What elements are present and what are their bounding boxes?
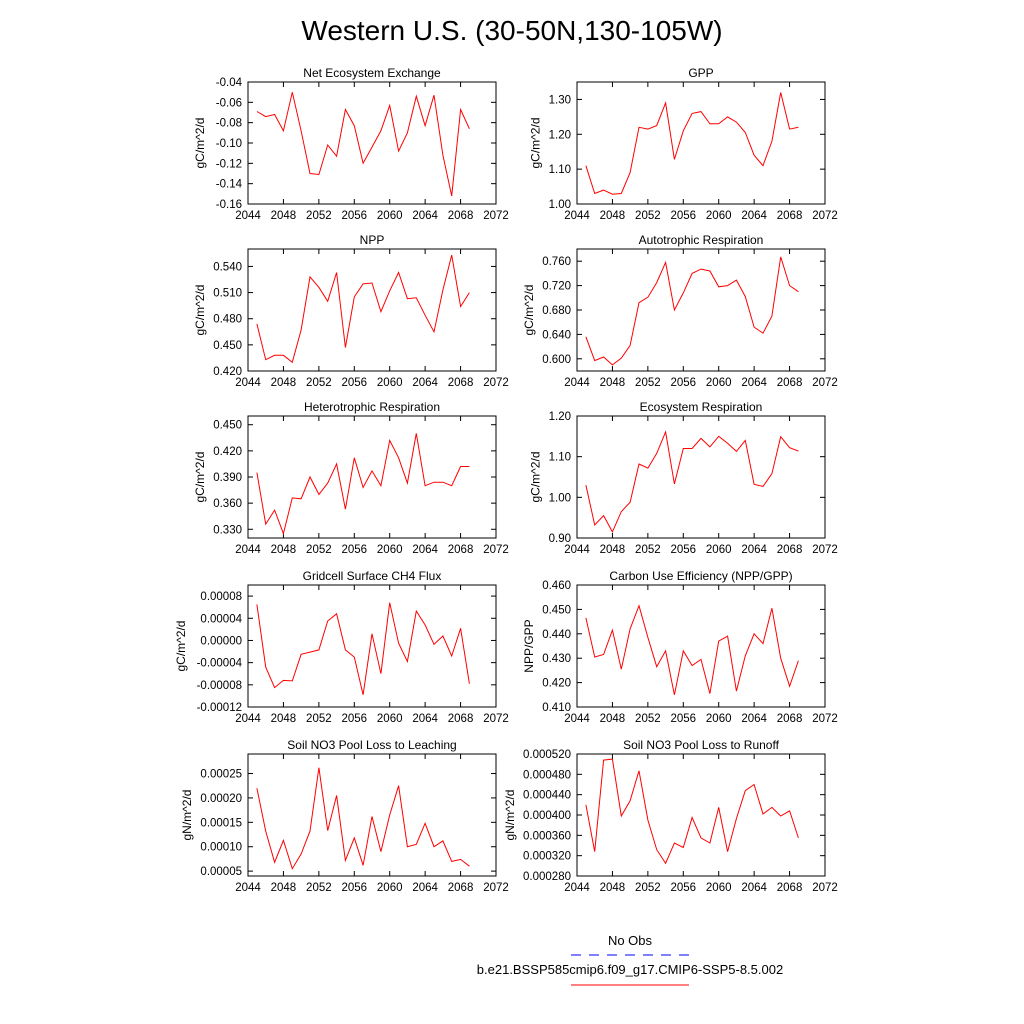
y-tick-label: 0.000440 bbox=[523, 789, 571, 802]
y-axis-label: gC/m^2/d bbox=[173, 620, 188, 672]
x-tick-label: 2064 bbox=[412, 377, 438, 389]
x-tick-label: 2072 bbox=[483, 882, 509, 894]
x-tick-label: 2056 bbox=[670, 882, 697, 894]
x-tick-label: 2072 bbox=[812, 377, 838, 389]
x-tick-label: 2052 bbox=[635, 210, 661, 222]
x-tick-label: 2048 bbox=[270, 882, 297, 894]
y-tick-label: 0.480 bbox=[213, 313, 242, 326]
legend-label-obs: No Obs bbox=[607, 933, 653, 948]
x-tick-label: 2044 bbox=[564, 210, 590, 222]
y-axis-label: NPP/GPP bbox=[522, 619, 536, 673]
x-tick-label: 2068 bbox=[776, 544, 803, 556]
plot-frame bbox=[577, 585, 825, 707]
x-tick-label: 2048 bbox=[599, 882, 626, 894]
x-tick-label: 2060 bbox=[376, 713, 403, 725]
y-tick-label: 1.30 bbox=[548, 94, 571, 107]
x-tick-label: 2064 bbox=[741, 377, 767, 389]
y-tick-label: -0.14 bbox=[215, 178, 242, 191]
series-line bbox=[586, 759, 799, 863]
figure-title: Western U.S. (30-50N,130-105W) bbox=[301, 15, 723, 46]
y-axis-label: gC/m^2/d bbox=[528, 451, 543, 503]
x-tick-label: 2044 bbox=[235, 713, 261, 725]
y-tick-label: 0.440 bbox=[542, 628, 571, 641]
y-axis-label: gC/m^2/d bbox=[193, 284, 207, 336]
x-tick-label: 2072 bbox=[812, 882, 838, 894]
x-tick-label: 2044 bbox=[564, 713, 590, 725]
x-tick-label: 2052 bbox=[635, 377, 661, 389]
y-axis-label: gC/m^2/d bbox=[528, 117, 543, 169]
x-tick-label: 2052 bbox=[306, 210, 332, 222]
series-line bbox=[586, 93, 799, 195]
x-tick-label: 2072 bbox=[812, 713, 838, 725]
y-tick-label: 1.20 bbox=[548, 129, 571, 142]
y-tick-label: 0.460 bbox=[542, 580, 571, 592]
y-tick-label: 1.10 bbox=[548, 164, 571, 177]
y-tick-label: -0.00008 bbox=[196, 679, 242, 692]
x-tick-label: 2052 bbox=[635, 544, 661, 556]
plot-frame bbox=[577, 249, 825, 371]
chart-title: Carbon Use Efficiency (NPP/GPP) bbox=[609, 569, 793, 583]
x-tick-label: 2052 bbox=[306, 713, 332, 725]
x-tick-label: 2068 bbox=[447, 713, 474, 725]
y-tick-label: 0.600 bbox=[542, 353, 571, 366]
y-tick-label: 0.450 bbox=[213, 339, 242, 352]
y-tick-label: 0.00008 bbox=[200, 591, 242, 604]
y-tick-label: 0.540 bbox=[213, 261, 242, 274]
series-line bbox=[586, 606, 799, 695]
x-tick-label: 2044 bbox=[235, 377, 261, 389]
x-tick-label: 2060 bbox=[705, 544, 732, 556]
chart-panel bbox=[174, 569, 509, 725]
x-tick-label: 2044 bbox=[564, 377, 590, 389]
y-tick-label: -0.00004 bbox=[196, 657, 242, 670]
chart-title: Soil NO3 Pool Loss to Leaching bbox=[287, 738, 457, 752]
x-tick-label: 2068 bbox=[776, 210, 803, 222]
x-tick-label: 2056 bbox=[670, 210, 697, 222]
x-tick-label: 2064 bbox=[412, 544, 438, 556]
y-tick-label: 0.390 bbox=[213, 472, 242, 484]
series-line bbox=[586, 257, 799, 365]
plot-frame bbox=[248, 416, 496, 538]
x-tick-label: 2072 bbox=[812, 210, 838, 222]
chart-panel bbox=[503, 738, 838, 894]
x-tick-label: 2060 bbox=[376, 882, 403, 894]
y-tick-label: -0.10 bbox=[215, 138, 242, 150]
chart-panel bbox=[193, 66, 509, 222]
x-tick-label: 2064 bbox=[741, 882, 767, 894]
y-tick-label: 0.720 bbox=[542, 280, 571, 293]
x-tick-label: 2052 bbox=[306, 544, 332, 556]
x-tick-label: 2044 bbox=[564, 882, 590, 894]
x-tick-label: 2048 bbox=[270, 713, 297, 725]
panels bbox=[174, 66, 838, 894]
x-tick-label: 2072 bbox=[812, 544, 838, 556]
x-tick-label: 2064 bbox=[412, 882, 438, 894]
x-tick-label: 2064 bbox=[741, 210, 767, 222]
x-tick-label: 2068 bbox=[447, 210, 474, 222]
y-tick-label: 0.420 bbox=[542, 677, 571, 690]
legend-label-model: b.e21.BSSP585cmip6.f09_g17.CMIP6-SSP5-8.5.002 bbox=[476, 962, 784, 977]
x-tick-label: 2048 bbox=[270, 210, 297, 222]
y-tick-label: 0.000360 bbox=[523, 830, 571, 843]
x-tick-label: 2064 bbox=[741, 713, 767, 725]
y-tick-label: 0.00015 bbox=[200, 817, 242, 830]
y-axis-label: gC/m^2/d bbox=[193, 117, 207, 169]
series-line bbox=[257, 92, 470, 196]
x-tick-label: 2060 bbox=[705, 713, 732, 725]
x-tick-label: 2068 bbox=[447, 882, 474, 894]
y-tick-label: 0.640 bbox=[542, 329, 571, 342]
x-tick-label: 2064 bbox=[741, 544, 767, 556]
x-tick-label: 2044 bbox=[564, 544, 590, 556]
y-tick-label: -0.12 bbox=[215, 158, 242, 171]
x-tick-label: 2060 bbox=[705, 210, 732, 222]
y-tick-label: 0.420 bbox=[213, 445, 242, 458]
x-tick-label: 2048 bbox=[270, 377, 297, 389]
plot-frame bbox=[248, 82, 496, 204]
chart-panel bbox=[193, 400, 509, 556]
series-line bbox=[257, 255, 470, 362]
x-tick-label: 2048 bbox=[599, 210, 626, 222]
x-tick-label: 2068 bbox=[776, 713, 803, 725]
y-tick-label: 1.00 bbox=[548, 492, 571, 505]
y-tick-label: 0.00025 bbox=[200, 768, 242, 781]
x-tick-label: 2056 bbox=[341, 713, 368, 725]
x-tick-label: 2052 bbox=[306, 377, 332, 389]
x-tick-label: 2056 bbox=[341, 882, 368, 894]
chart-panel bbox=[193, 233, 509, 389]
y-axis-label: gC/m^2/d bbox=[522, 284, 536, 336]
x-tick-label: 2056 bbox=[670, 544, 697, 556]
plot-frame bbox=[577, 416, 825, 538]
x-tick-label: 2044 bbox=[235, 544, 261, 556]
series-line bbox=[586, 432, 799, 532]
series-line bbox=[257, 433, 470, 533]
plot-frame bbox=[248, 249, 496, 371]
y-tick-label: 0.430 bbox=[542, 653, 571, 666]
y-tick-label: 1.00 bbox=[548, 199, 571, 211]
y-tick-label: 0.510 bbox=[213, 287, 242, 300]
x-tick-label: 2056 bbox=[670, 713, 697, 725]
x-tick-label: 2052 bbox=[306, 882, 332, 894]
x-tick-label: 2060 bbox=[705, 377, 732, 389]
chart-panel bbox=[522, 569, 838, 725]
y-axis-label: gC/m^2/d bbox=[193, 451, 207, 503]
chart-title: Net Ecosystem Exchange bbox=[303, 66, 441, 80]
series-line bbox=[257, 768, 470, 869]
y-tick-label: 0.450 bbox=[213, 419, 242, 432]
y-tick-label: 0.360 bbox=[213, 498, 242, 511]
x-tick-label: 2052 bbox=[635, 882, 661, 894]
x-tick-label: 2072 bbox=[483, 544, 509, 556]
chart-title: Autotrophic Respiration bbox=[638, 233, 764, 247]
y-tick-label: 0.000520 bbox=[523, 749, 571, 761]
legend bbox=[477, 933, 783, 985]
x-tick-label: 2052 bbox=[635, 713, 661, 725]
plot-frame bbox=[248, 754, 496, 876]
y-tick-label: 0.330 bbox=[213, 524, 242, 537]
y-axis-label: gN/m^2/d bbox=[502, 789, 517, 841]
y-tick-label: 0.420 bbox=[213, 366, 242, 378]
y-tick-label: -0.16 bbox=[215, 199, 242, 211]
y-tick-label: 1.10 bbox=[548, 451, 571, 464]
chart-panel bbox=[522, 233, 838, 389]
x-tick-label: 2072 bbox=[483, 377, 509, 389]
y-tick-label: 1.20 bbox=[548, 411, 571, 423]
y-tick-label: 0.00020 bbox=[200, 792, 242, 805]
x-tick-label: 2056 bbox=[341, 210, 368, 222]
x-tick-label: 2056 bbox=[670, 377, 697, 389]
y-tick-label: 0.00010 bbox=[200, 841, 242, 854]
chart-panel bbox=[528, 400, 837, 556]
y-tick-label: 0.000320 bbox=[523, 850, 571, 863]
x-tick-label: 2072 bbox=[483, 210, 509, 222]
y-tick-label: 0.00004 bbox=[200, 613, 242, 626]
chart-panel bbox=[180, 738, 509, 894]
chart-title: NPP bbox=[359, 233, 385, 247]
y-tick-label: -0.08 bbox=[215, 117, 242, 130]
x-tick-label: 2048 bbox=[270, 544, 297, 556]
x-tick-label: 2048 bbox=[599, 544, 626, 556]
plot-frame bbox=[577, 82, 825, 204]
x-tick-label: 2056 bbox=[341, 544, 368, 556]
y-tick-label: 0.000280 bbox=[523, 871, 571, 883]
y-tick-label: -0.06 bbox=[215, 97, 242, 110]
y-tick-label: 0.760 bbox=[542, 256, 571, 269]
x-tick-label: 2064 bbox=[412, 713, 438, 725]
x-tick-label: 2060 bbox=[376, 377, 403, 389]
x-tick-label: 2048 bbox=[599, 713, 626, 725]
x-tick-label: 2068 bbox=[776, 882, 803, 894]
y-axis-label: gN/m^2/d bbox=[180, 789, 195, 841]
chart-title: Heterotrophic Respiration bbox=[303, 400, 441, 414]
y-tick-label: 0.680 bbox=[542, 305, 571, 317]
y-tick-label: 0.000480 bbox=[523, 769, 571, 782]
chart-title: GPP bbox=[688, 66, 714, 80]
x-tick-label: 2048 bbox=[599, 377, 626, 389]
y-tick-label: 0.000400 bbox=[523, 810, 571, 822]
x-tick-label: 2068 bbox=[776, 377, 803, 389]
y-tick-label: 0.90 bbox=[548, 533, 571, 545]
chart-panel bbox=[528, 66, 837, 222]
y-tick-label: -0.04 bbox=[215, 77, 242, 89]
x-tick-label: 2060 bbox=[376, 544, 403, 556]
chart-title: Ecosystem Respiration bbox=[639, 400, 763, 414]
chart-title: Soil NO3 Pool Loss to Runoff bbox=[623, 738, 779, 752]
series-line bbox=[257, 603, 470, 695]
x-tick-label: 2068 bbox=[447, 544, 474, 556]
chart-title: Gridcell Surface CH4 Flux bbox=[302, 569, 442, 583]
y-tick-label: 0.00000 bbox=[200, 635, 242, 648]
y-tick-label: 0.450 bbox=[542, 604, 571, 617]
x-tick-label: 2044 bbox=[235, 882, 261, 894]
x-tick-label: 2044 bbox=[235, 210, 261, 222]
x-tick-label: 2064 bbox=[412, 210, 438, 222]
y-tick-label: 0.00005 bbox=[200, 866, 242, 879]
x-tick-label: 2060 bbox=[376, 210, 403, 222]
x-tick-label: 2056 bbox=[341, 377, 368, 389]
x-tick-label: 2068 bbox=[447, 377, 474, 389]
x-tick-label: 2060 bbox=[705, 882, 732, 894]
x-tick-label: 2072 bbox=[483, 713, 509, 725]
y-tick-label: 0.410 bbox=[542, 702, 571, 714]
plot-frame bbox=[248, 585, 496, 707]
y-tick-label: -0.00012 bbox=[196, 702, 242, 714]
